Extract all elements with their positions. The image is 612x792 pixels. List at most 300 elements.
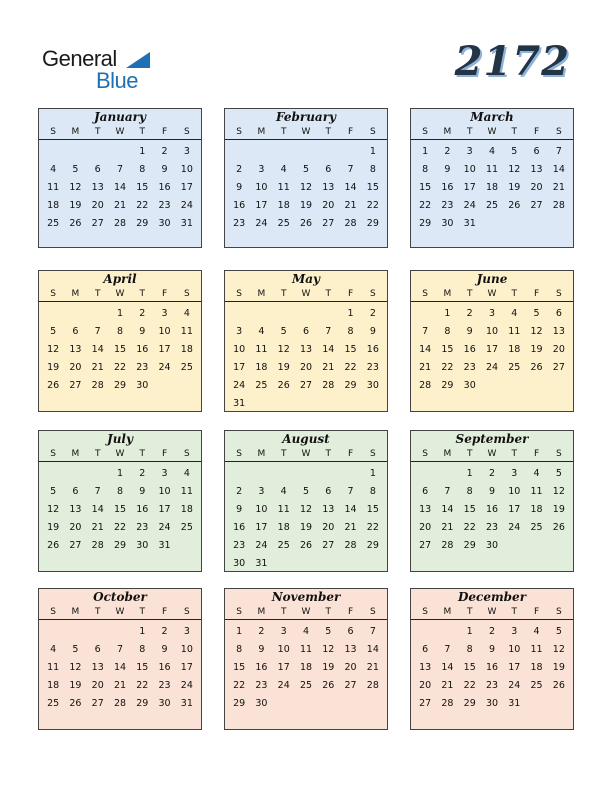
day-grid (39, 140, 201, 233)
day-cell: 4 (302, 626, 310, 637)
day-cell: 14 (91, 504, 104, 515)
day-cell: 4 (258, 326, 265, 337)
day-cell: 20 (344, 662, 357, 673)
day-cell: 30 (441, 218, 454, 229)
day-cell: 11 (180, 326, 193, 337)
day-cell: 6 (422, 486, 429, 497)
day-cell: 13 (419, 504, 432, 515)
day-cell: 23 (366, 362, 379, 373)
weekday-label: T (325, 289, 332, 299)
day-cell: 13 (419, 662, 432, 673)
day-cell: 25 (299, 680, 313, 691)
weekday-label: M (71, 607, 80, 617)
day-cell: 5 (72, 644, 79, 655)
day-cell: 8 (466, 486, 473, 497)
day-cell: 9 (369, 326, 376, 337)
day-cell: 13 (91, 662, 104, 673)
day-cell: 17 (158, 344, 171, 355)
month-may (224, 270, 388, 412)
day-cell: 1 (116, 468, 124, 479)
day-cell: 3 (258, 486, 265, 497)
weekday-label: F (161, 289, 168, 299)
weekday-label: S (236, 449, 242, 459)
day-grid (411, 302, 573, 395)
day-cell: 9 (161, 644, 168, 655)
day-cell: 19 (322, 662, 335, 673)
day-cell: 5 (302, 164, 310, 175)
weekday-label: W (487, 449, 497, 459)
weekday-header (225, 125, 387, 140)
day-cell: 8 (236, 644, 243, 655)
day-cell: 20 (322, 200, 335, 211)
day-cell: 11 (180, 486, 193, 497)
day-cell: 14 (366, 644, 379, 655)
day-cell: 29 (113, 540, 127, 551)
day-cell: 25 (255, 380, 268, 391)
day-cell: 7 (94, 326, 101, 337)
day-cell: 17 (180, 662, 193, 673)
day-cell: 17 (463, 182, 476, 193)
day-cell: 30 (136, 540, 149, 551)
day-cell: 26 (277, 380, 290, 391)
day-cell: 24 (158, 362, 171, 373)
weekday-label: M (257, 289, 266, 299)
weekday-label: T (280, 289, 287, 299)
blank-cell (295, 465, 317, 483)
day-cell: 6 (555, 308, 562, 319)
day-cell: 29 (136, 698, 149, 709)
day-cell: 2 (236, 486, 243, 497)
day-cell: 22 (136, 680, 149, 691)
day-cell: 20 (322, 522, 335, 533)
day-cell: 25 (47, 698, 60, 709)
blank-cell (228, 305, 250, 323)
blank-cell (42, 143, 64, 161)
day-cell: 16 (158, 662, 171, 673)
day-cell: 2 (258, 626, 265, 637)
blank-cell (273, 143, 295, 161)
weekday-label: S (422, 289, 428, 299)
blank-cell (317, 465, 339, 483)
day-cell: 21 (366, 662, 379, 673)
day-cell: 26 (47, 380, 60, 391)
day-cell: 22 (113, 362, 127, 373)
day-cell: 16 (233, 200, 246, 211)
weekday-label: T (94, 289, 101, 299)
day-cell: 17 (233, 362, 246, 373)
day-cell: 2 (161, 626, 168, 637)
day-cell: 24 (485, 362, 499, 373)
day-cell: 20 (91, 200, 104, 211)
day-cell: 26 (508, 200, 521, 211)
blank-cell (64, 623, 86, 641)
blank-cell (109, 623, 131, 641)
month-name: November (271, 590, 341, 604)
day-cell: 31 (463, 218, 476, 229)
day-cell: 14 (419, 344, 432, 355)
day-cell: 20 (91, 680, 104, 691)
day-cell: 27 (91, 698, 104, 709)
day-cell: 12 (508, 164, 521, 175)
weekday-header (411, 125, 573, 140)
month-march (410, 108, 574, 248)
day-cell: 21 (322, 362, 335, 373)
day-cell: 29 (463, 698, 476, 709)
weekday-label: T (139, 289, 146, 299)
weekday-label: W (487, 127, 497, 137)
weekday-header (39, 447, 201, 462)
day-cell: 1 (347, 308, 354, 319)
weekday-label: W (301, 607, 311, 617)
day-cell: 15 (419, 182, 432, 193)
day-grid (225, 140, 387, 233)
day-cell: 9 (139, 326, 146, 337)
weekday-label: W (115, 127, 125, 137)
day-cell: 7 (347, 164, 354, 175)
day-cell: 13 (299, 344, 313, 355)
day-cell: 17 (508, 504, 521, 515)
day-cell: 1 (466, 468, 473, 479)
day-cell: 12 (299, 504, 313, 515)
year-title: 2172 (454, 38, 570, 85)
day-cell: 18 (255, 362, 268, 373)
day-cell: 28 (441, 540, 454, 551)
day-cell: 30 (136, 380, 149, 391)
weekday-label: T (139, 607, 146, 617)
weekday-label: T (325, 607, 332, 617)
day-cell: 13 (552, 326, 565, 337)
day-cell: 3 (161, 468, 168, 479)
day-cell: 2 (236, 164, 243, 175)
day-cell: 22 (136, 200, 149, 211)
day-cell: 26 (47, 540, 60, 551)
day-cell: 7 (94, 486, 101, 497)
day-cell: 28 (366, 680, 379, 691)
day-cell: 3 (280, 626, 287, 637)
weekday-label: W (487, 607, 497, 617)
weekday-label: T (511, 289, 518, 299)
blank-cell (228, 143, 250, 161)
day-cell: 9 (488, 644, 496, 655)
day-cell: 22 (113, 522, 127, 533)
day-cell: 25 (508, 362, 521, 373)
day-cell: 5 (325, 626, 332, 637)
weekday-label: W (301, 127, 311, 137)
day-cell: 28 (344, 540, 357, 551)
day-cell: 16 (255, 662, 268, 673)
weekday-label: T (94, 127, 101, 137)
day-cell: 24 (277, 680, 290, 691)
blank-cell (414, 305, 436, 323)
day-cell: 29 (113, 380, 127, 391)
month-name: February (275, 110, 336, 124)
day-cell: 24 (508, 680, 521, 691)
weekday-label: T (94, 607, 101, 617)
weekday-header (39, 605, 201, 620)
month-july (38, 430, 202, 572)
day-cell: 26 (322, 680, 335, 691)
day-cell: 17 (255, 522, 268, 533)
day-cell: 12 (47, 504, 60, 515)
weekday-label: W (115, 449, 125, 459)
weekday-label: T (466, 289, 473, 299)
day-cell: 10 (485, 326, 499, 337)
weekday-label: M (443, 127, 452, 137)
day-cell: 24 (508, 522, 521, 533)
day-cell: 11 (299, 644, 313, 655)
day-cell: 6 (302, 326, 310, 337)
weekday-label: T (139, 449, 146, 459)
day-cell: 9 (488, 486, 496, 497)
day-cell: 11 (47, 662, 60, 673)
day-cell: 3 (488, 308, 496, 319)
month-january (38, 108, 202, 248)
weekday-label: F (347, 607, 354, 617)
day-cell: 30 (485, 698, 499, 709)
weekday-label: F (161, 127, 168, 137)
day-cell: 31 (233, 398, 246, 409)
day-cell: 8 (139, 644, 146, 655)
weekday-header (225, 447, 387, 462)
day-cell: 24 (255, 540, 268, 551)
day-cell: 2 (139, 468, 146, 479)
day-cell: 13 (322, 504, 335, 515)
day-cell: 17 (485, 344, 499, 355)
day-cell: 25 (485, 200, 499, 211)
day-cell: 21 (91, 522, 104, 533)
day-cell: 2 (466, 308, 473, 319)
day-cell: 27 (344, 680, 357, 691)
day-cell: 19 (552, 504, 565, 515)
day-cell: 30 (158, 698, 171, 709)
day-cell: 14 (113, 662, 127, 673)
day-cell: 12 (277, 344, 290, 355)
day-cell: 14 (441, 662, 454, 673)
weekday-header (411, 447, 573, 462)
weekday-label: T (466, 607, 473, 617)
day-cell: 6 (325, 164, 332, 175)
day-cell: 28 (441, 698, 454, 709)
day-cell: 2 (161, 146, 168, 157)
weekday-label: S (50, 289, 56, 299)
day-cell: 28 (91, 380, 104, 391)
day-cell: 3 (183, 626, 190, 637)
blank-cell (64, 305, 86, 323)
month-name: May (291, 272, 321, 286)
day-cell: 21 (552, 182, 565, 193)
month-name: December (457, 590, 527, 604)
day-cell: 20 (69, 522, 82, 533)
day-cell: 29 (136, 218, 149, 229)
day-cell: 23 (441, 200, 454, 211)
month-name: August (282, 432, 330, 446)
day-cell: 29 (344, 380, 357, 391)
weekday-label: M (71, 449, 80, 459)
weekday-label: W (115, 289, 125, 299)
day-cell: 29 (366, 540, 379, 551)
day-cell: 25 (530, 522, 543, 533)
day-cell: 25 (47, 218, 60, 229)
day-cell: 3 (183, 146, 190, 157)
blank-cell (42, 623, 64, 641)
day-cell: 14 (552, 164, 565, 175)
day-cell: 15 (113, 504, 127, 515)
day-cell: 9 (236, 182, 243, 193)
weekday-label: S (236, 127, 242, 137)
day-cell: 18 (530, 662, 543, 673)
day-cell: 18 (299, 662, 313, 673)
day-cell: 17 (508, 662, 521, 673)
logo-triangle-icon (126, 52, 150, 68)
day-cell: 7 (347, 486, 354, 497)
weekday-label: T (511, 127, 518, 137)
day-cell: 4 (533, 626, 540, 637)
day-cell: 6 (72, 326, 79, 337)
day-grid (39, 462, 201, 555)
day-cell: 4 (50, 164, 57, 175)
day-cell: 19 (69, 680, 82, 691)
weekday-label: F (533, 607, 540, 617)
day-cell: 16 (441, 182, 454, 193)
weekday-header (225, 287, 387, 302)
day-cell: 30 (366, 380, 379, 391)
day-cell: 30 (255, 698, 268, 709)
day-cell: 25 (277, 218, 290, 229)
day-cell: 10 (255, 182, 268, 193)
day-cell: 3 (511, 626, 518, 637)
day-cell: 10 (180, 644, 193, 655)
weekday-label: S (369, 607, 376, 617)
day-cell: 22 (463, 522, 476, 533)
day-cell: 6 (422, 644, 429, 655)
blank-cell (339, 143, 361, 161)
day-cell: 10 (233, 344, 246, 355)
day-cell: 16 (136, 504, 149, 515)
day-cell: 29 (463, 540, 476, 551)
day-cell: 23 (485, 522, 499, 533)
day-grid (411, 620, 573, 713)
day-cell: 28 (113, 218, 127, 229)
day-cell: 19 (47, 362, 60, 373)
weekday-header (39, 125, 201, 140)
day-cell: 11 (508, 326, 521, 337)
day-cell: 27 (322, 218, 335, 229)
day-cell: 7 (325, 326, 332, 337)
blank-cell (228, 465, 250, 483)
day-cell: 22 (233, 680, 246, 691)
day-cell: 7 (369, 626, 376, 637)
day-cell: 25 (180, 362, 193, 373)
day-cell: 11 (530, 644, 543, 655)
weekday-label: S (183, 607, 190, 617)
day-cell: 9 (466, 326, 473, 337)
day-cell: 31 (508, 698, 521, 709)
day-cell: 19 (552, 662, 565, 673)
day-cell: 20 (299, 362, 313, 373)
blank-cell (87, 465, 109, 483)
day-cell: 14 (113, 182, 127, 193)
day-cell: 19 (47, 522, 60, 533)
day-cell: 11 (47, 182, 60, 193)
weekday-label: F (533, 289, 540, 299)
day-grid (225, 462, 387, 573)
day-cell: 4 (280, 164, 287, 175)
day-cell: 2 (488, 626, 496, 637)
day-cell: 29 (366, 218, 379, 229)
day-cell: 10 (158, 486, 171, 497)
day-cell: 23 (233, 540, 246, 551)
day-cell: 1 (139, 146, 146, 157)
logo-word-general: General (42, 46, 117, 71)
weekday-label: T (280, 127, 287, 137)
day-cell: 8 (116, 326, 124, 337)
day-grid (225, 302, 387, 413)
blank-cell (339, 465, 361, 483)
day-cell: 2 (444, 146, 451, 157)
day-cell: 4 (533, 468, 540, 479)
day-cell: 23 (463, 362, 476, 373)
weekday-label: T (466, 449, 473, 459)
day-cell: 6 (94, 644, 101, 655)
day-cell: 27 (69, 380, 82, 391)
day-cell: 10 (508, 644, 521, 655)
day-cell: 13 (322, 182, 335, 193)
day-cell: 12 (530, 326, 543, 337)
day-cell: 18 (530, 504, 543, 515)
weekday-label: W (301, 289, 311, 299)
weekday-label: M (443, 449, 452, 459)
weekday-label: W (301, 449, 311, 459)
day-cell: 19 (530, 344, 543, 355)
month-october (38, 588, 202, 730)
day-cell: 15 (233, 662, 246, 673)
day-cell: 5 (50, 326, 57, 337)
day-cell: 3 (236, 326, 243, 337)
day-cell: 27 (91, 218, 104, 229)
weekday-label: S (50, 607, 56, 617)
day-cell: 15 (366, 504, 379, 515)
day-cell: 10 (508, 486, 521, 497)
day-cell: 8 (116, 486, 124, 497)
day-cell: 13 (69, 344, 82, 355)
weekday-label: S (369, 127, 376, 137)
weekday-label: M (443, 607, 452, 617)
day-cell: 3 (258, 164, 265, 175)
day-cell: 17 (255, 200, 268, 211)
day-cell: 5 (302, 486, 310, 497)
day-cell: 5 (533, 308, 540, 319)
month-september (410, 430, 574, 572)
day-cell: 8 (466, 644, 473, 655)
day-cell: 27 (322, 540, 335, 551)
day-cell: 23 (255, 680, 268, 691)
day-cell: 27 (552, 362, 565, 373)
day-cell: 24 (180, 680, 193, 691)
day-cell: 11 (277, 182, 290, 193)
day-cell: 16 (485, 504, 499, 515)
weekday-label: M (71, 127, 80, 137)
day-cell: 26 (530, 362, 543, 373)
weekday-label: W (487, 289, 497, 299)
month-june (410, 270, 574, 412)
day-cell: 11 (277, 504, 290, 515)
month-name: September (455, 432, 529, 446)
weekday-label: F (533, 127, 540, 137)
day-cell: 11 (485, 164, 499, 175)
day-cell: 20 (419, 680, 432, 691)
day-cell: 4 (50, 644, 57, 655)
day-cell: 9 (161, 164, 168, 175)
